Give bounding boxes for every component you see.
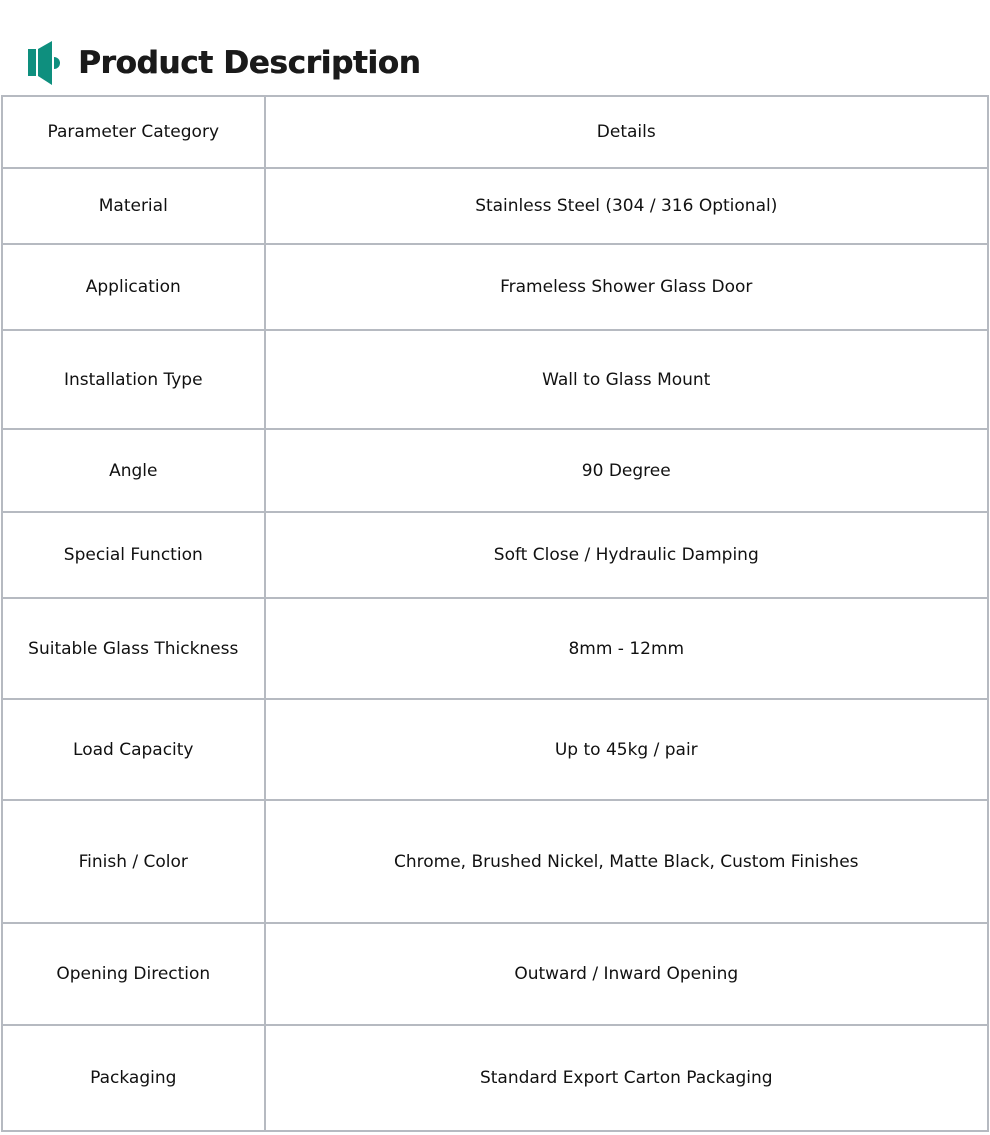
table-row	[2, 244, 988, 330]
table-row	[2, 330, 988, 429]
row-details: Chrome, Brushed Nickel, Matte Black, Custom Finishes	[265, 800, 988, 923]
row-category: Special Function	[2, 512, 265, 598]
header-details: Details	[265, 96, 988, 168]
row-details: Wall to Glass Mount	[265, 330, 988, 429]
row-category: Load Capacity	[2, 699, 265, 800]
row-details: Frameless Shower Glass Door	[265, 244, 988, 330]
row-category: Opening Direction	[2, 923, 265, 1025]
header-category: Parameter Category	[2, 96, 265, 168]
product-spec-table	[1, 95, 989, 1132]
row-category: Material	[2, 168, 265, 244]
table-row	[2, 598, 988, 699]
table-row	[2, 923, 988, 1025]
page-title: Product Description	[78, 45, 421, 81]
speaker-icon	[28, 40, 60, 86]
row-category: Finish / Color	[2, 800, 265, 923]
table-row	[2, 168, 988, 244]
section-heading	[28, 40, 420, 86]
row-details: Outward / Inward Opening	[265, 923, 988, 1025]
row-category: Angle	[2, 429, 265, 512]
row-details: Stainless Steel (304 / 316 Optional)	[265, 168, 988, 244]
row-details: Up to 45kg / pair	[265, 699, 988, 800]
row-category: Installation Type	[2, 330, 265, 429]
table-row	[2, 699, 988, 800]
table-header-row	[2, 96, 988, 168]
row-category: Packaging	[2, 1025, 265, 1131]
row-category: Application	[2, 244, 265, 330]
row-details: 90 Degree	[265, 429, 988, 512]
table-row	[2, 429, 988, 512]
table-row	[2, 512, 988, 598]
row-details: 8mm - 12mm	[265, 598, 988, 699]
table-row	[2, 800, 988, 923]
table-row	[2, 1025, 988, 1131]
row-category: Suitable Glass Thickness	[2, 598, 265, 699]
row-details: Standard Export Carton Packaging	[265, 1025, 988, 1131]
row-details: Soft Close / Hydraulic Damping	[265, 512, 988, 598]
